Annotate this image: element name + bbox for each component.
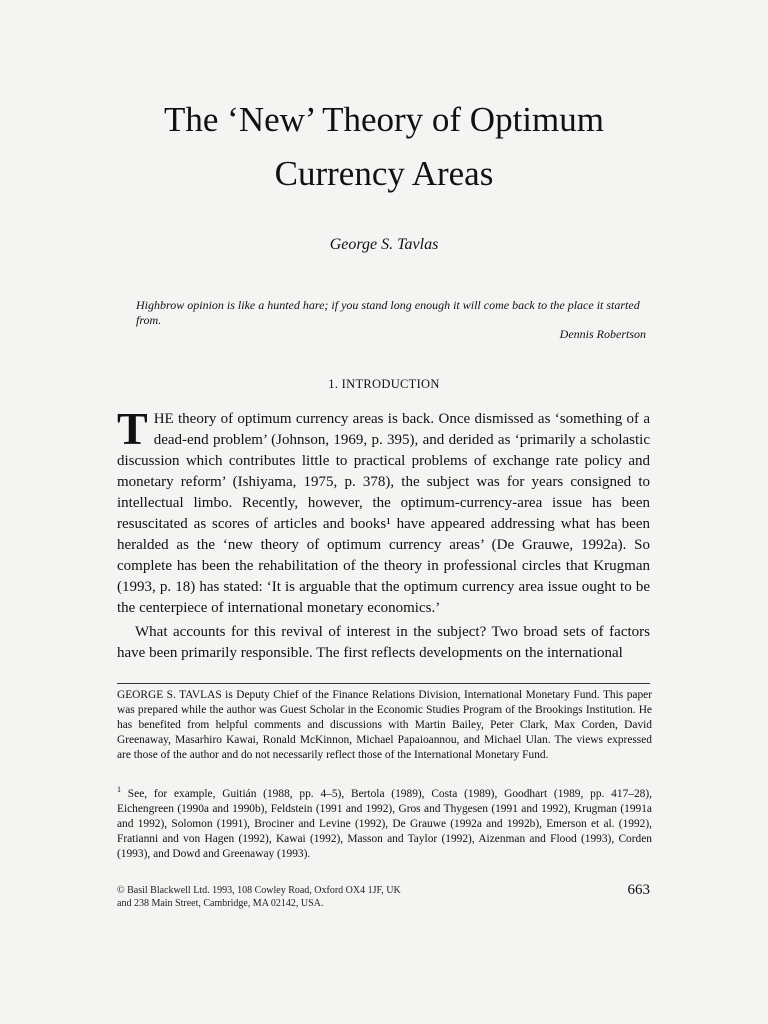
colophon-line-1: © Basil Blackwell Ltd. 1993, 108 Cowley Road, Oxford OX4 1JF, UK (117, 885, 401, 896)
footnote-1-text: See, for example, Guitián (1988, pp. 4–5), Bertola (1989), Costa (1989), Goodhart (1989, pp. 417–28), Eichengreen (1990a and 1990b), Feldstein (1991 and 1992), Gros and Thygesen (1991 and 1992), Krugman (1991a and 1992), Solomon (1991), Brociner and Levine (1992), De Grauwe (1992a and 1992b), Emerson et al. (1992), Fratianni and von Hagen (1992), Kawai (1992), Masson and Taylor (1992), Aizenman and Flood (1993), Corden (1993), and Dowd and Greenaway (1993). (117, 787, 652, 860)
colophon-line-2: and 238 Main Street, Cambridge, MA 02142, USA. (117, 898, 324, 909)
publisher-colophon (117, 884, 401, 910)
footnote-divider (117, 683, 650, 684)
article-title-line-2: Currency Areas (274, 154, 494, 193)
epigraph-attribution: Dennis Robertson (559, 327, 646, 341)
body-paragraph-1 (117, 403, 650, 619)
paragraph-1-text: HE theory of optimum currency areas is back. Once dismissed as ‘something of a dead-end problem’ (Johnson, 1969, p. 395), and derided as ‘primarily a scholastic discussion which contributes little to practical problems of exchange rate policy and monetary reform’ (Ishiyama, 1975, p. 378), the subject was for years consigned to intellectual limbo. Recently, however, the optimum-currency-area issue has been resuscitated as scores of articles and books¹ have appeared addressing what has been heralded as the ‘new theory of optimum currency areas’ (De Grauwe, 1992a). So complete has been the rehabilitation of the theory in professional circles that Krugman (1993, p. 18) has stated: ‘It is arguable that the optimum currency area issue ought to be the centerpiece of international monetary economics.’ (117, 411, 650, 616)
body-paragraph-2: What accounts for this revival of interest in the subject? Two broad sets of factors have been primarily responsible. The first reflects developments on the international (117, 624, 650, 661)
footnote-marker: 1 (117, 785, 121, 794)
section-heading: 1. INTRODUCTION (328, 377, 440, 391)
drop-cap: T (117, 403, 148, 454)
author-footnote: GEORGE S. TAVLAS is Deputy Chief of the Finance Relations Division, International Monetary Fund. This paper was prepared while the author was Guest Scholar in the Economic Studies Program of the Brookings Institution. He has benefited from helpful comments and discussions with Martin Bailey, Peter Clark, Max Corden, David Greenaway, Masarhiro Kawai, Ronald McKinnon, Michael Papaioannou, and Michael Ulan. The views expressed are those of the author and do not necessarily reflect those of the International Monetary Fund. (117, 689, 652, 761)
epigraph-quote: Highbrow opinion is like a hunted hare; if you stand long enough it will come back to the place it started from. (136, 298, 640, 327)
page-number: 663 (627, 882, 650, 898)
footnote-1 (117, 782, 652, 862)
author-name: George S. Tavlas (329, 236, 439, 253)
article-title-line-1: The ‘New’ Theory of Optimum (164, 100, 604, 139)
